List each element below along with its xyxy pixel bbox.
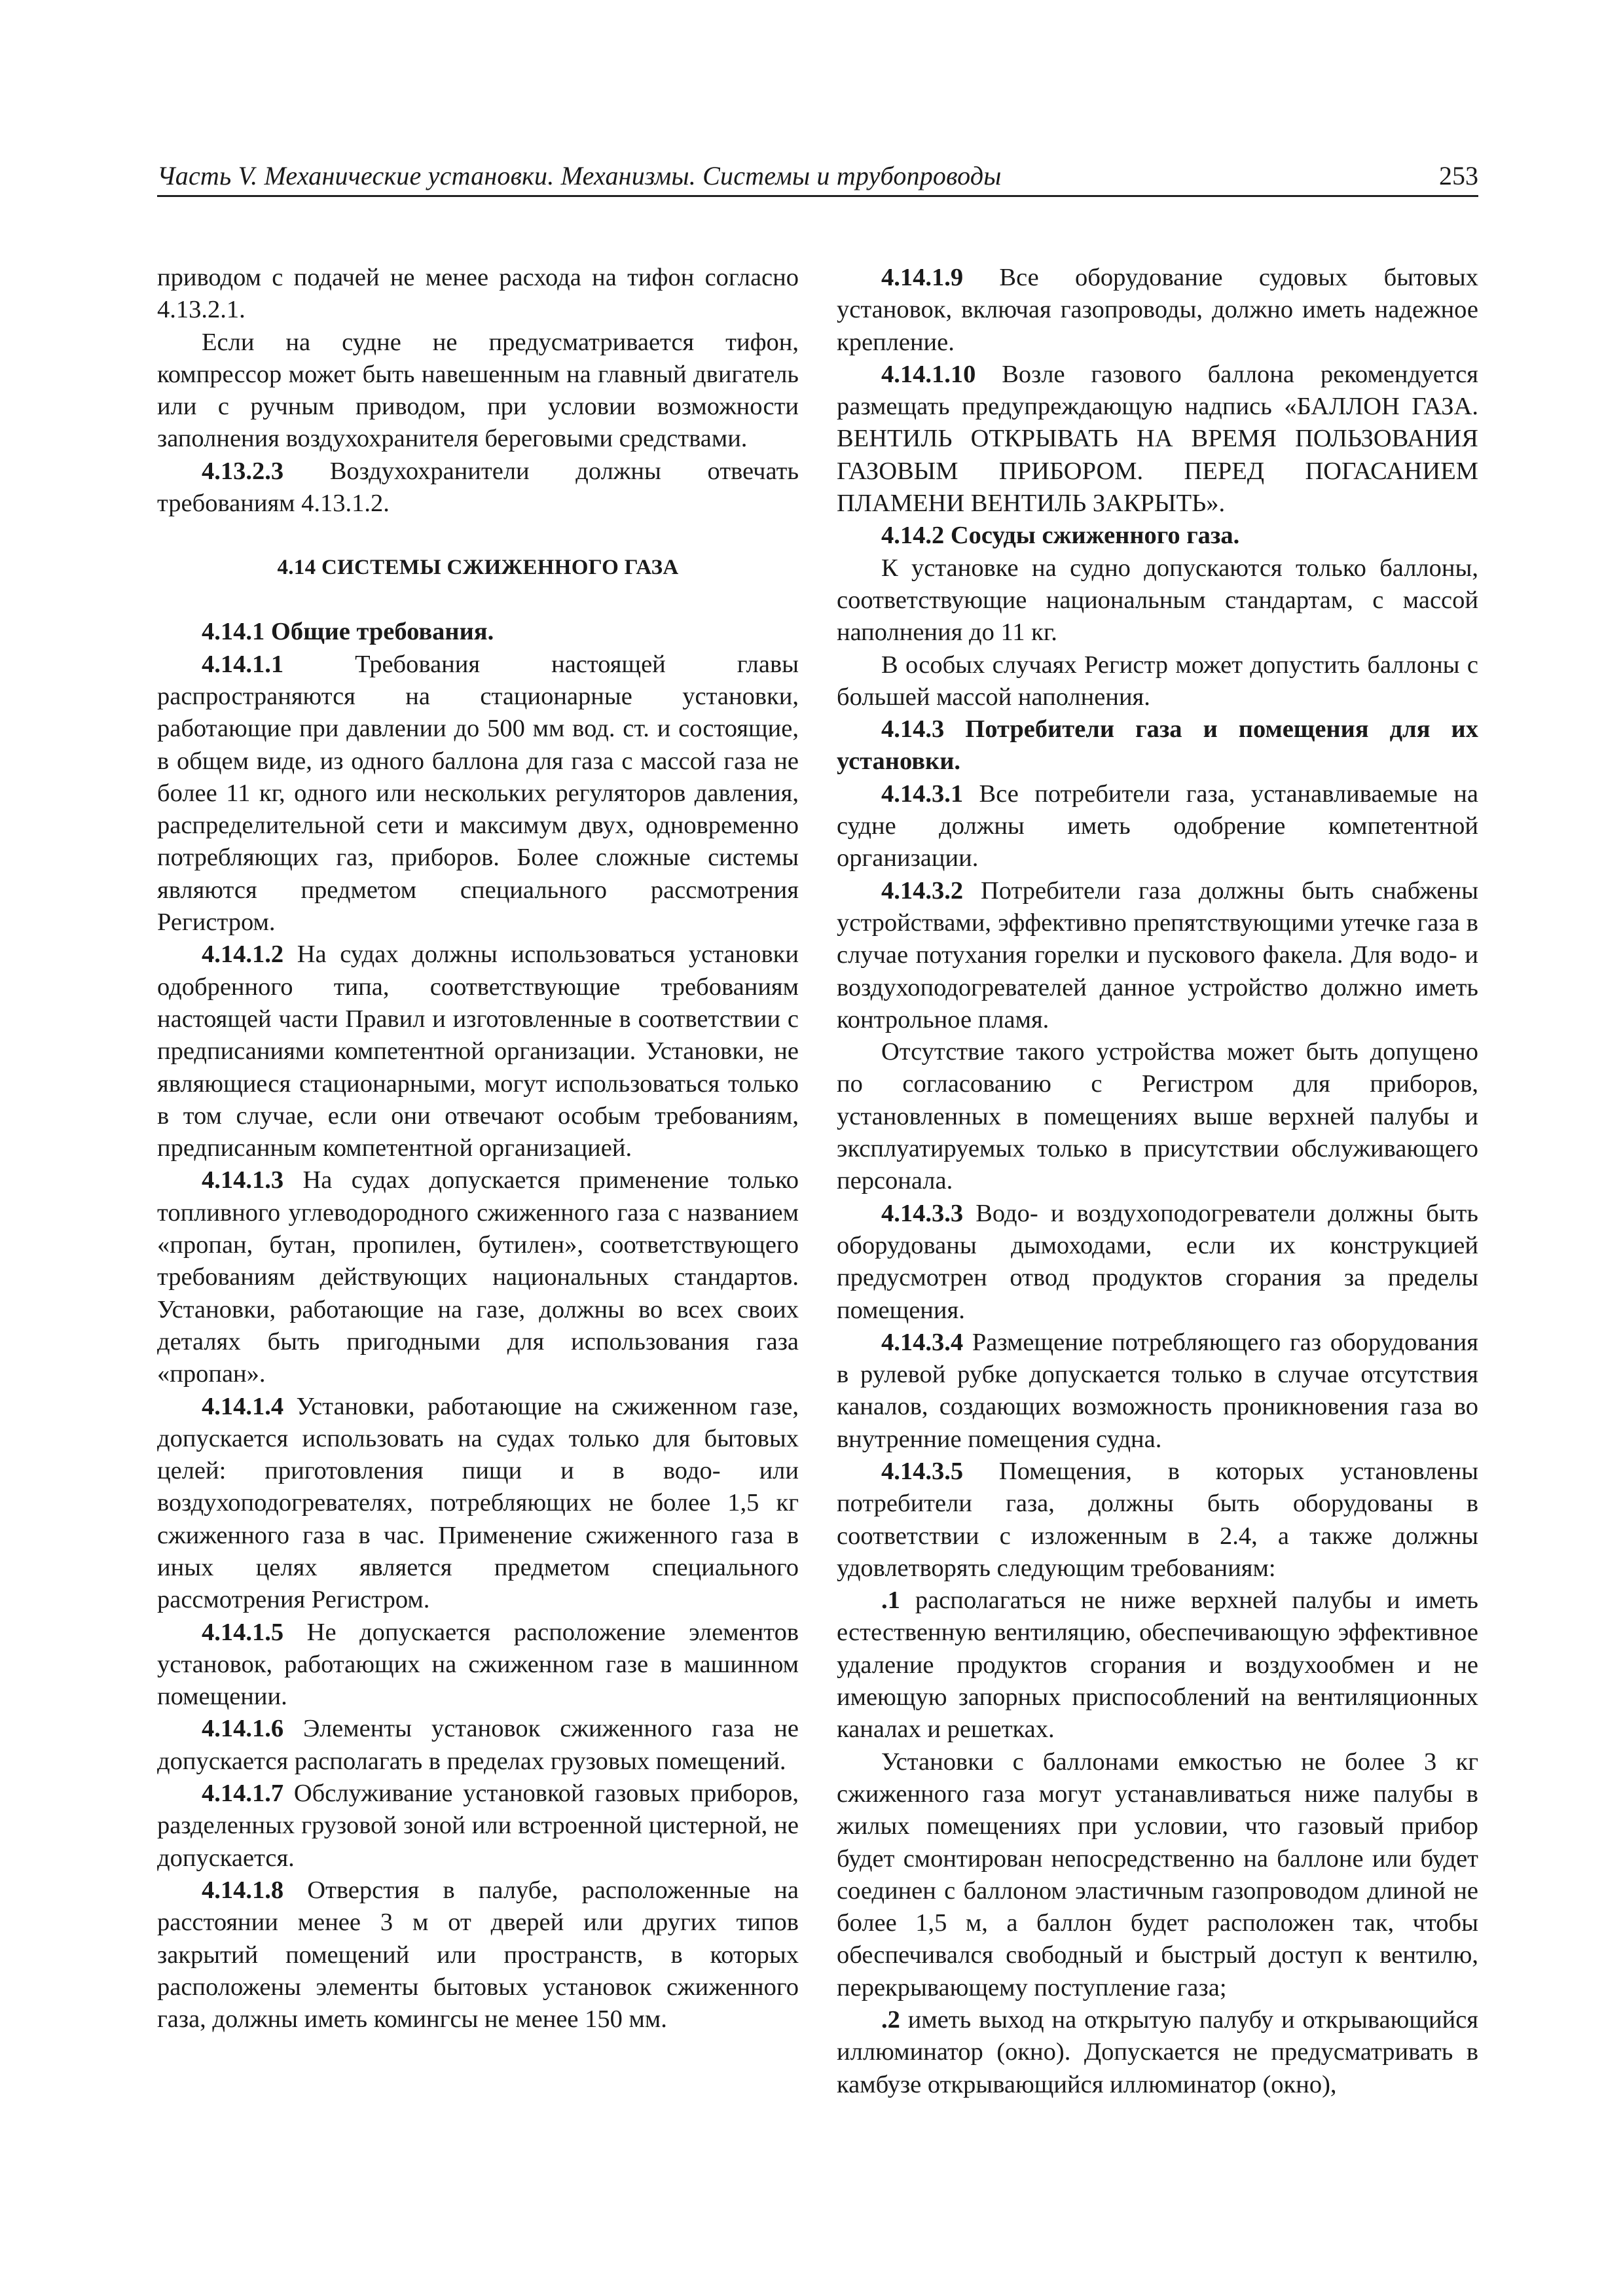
paragraph-4-14-1-10 [837, 359, 1478, 520]
clause-number: 4.14.1.2 [202, 941, 284, 969]
paragraph-4-14-1-7 [157, 1778, 799, 1874]
paragraph-4-14-3-2 [837, 875, 1478, 1036]
paragraph-4-14-3-3 [837, 1198, 1478, 1327]
clause-number: 4.14.3.1 [881, 780, 964, 808]
paragraph-4-14-3-4 [837, 1327, 1478, 1456]
paragraph-4-14-1-1 [157, 649, 799, 939]
paragraph-4-14-1-9 [837, 262, 1478, 359]
clause-text: Требования настоящей главы распространяются на стационарные установки, работающие при давлении до 500 мм вод. ст. и состоящие, в общем виде, из одного баллона для газа с массой газа не более 11 кг, одного или нескольких регуляторов давления, распределительной сети и максимум двух, одновременно потребляющих газ, приборов. Более сложные системы являются предметом специального рассмотрения Регистром. [157, 650, 799, 937]
paragraph: Если на судне не предусматривается тифон, компрессор может быть навешенным на главный двигатель или с ручным приводом, при условии возможности заполнения воздухохранителя береговыми средствами. [157, 328, 799, 453]
clause-number: 4.14.1.8 [202, 1876, 284, 1904]
clause-number: 4.14.1.7 [202, 1780, 284, 1808]
clause-text: Все оборудование судовых бытовых установок, включая газопроводы, должно иметь надежное крепление. [837, 264, 1478, 356]
paragraph-4-14-1-8 [157, 1874, 799, 2036]
paragraph: В особых случаях Регистр может допустить баллоны с большей массой наполнения. [837, 651, 1478, 711]
page-header [157, 156, 1478, 197]
subsection-heading: 4.14.2 Сосуды сжиженного газа. [881, 522, 1240, 550]
clause-number: 4.14.3.5 [881, 1457, 964, 1485]
clause-number: 4.14.3.2 [881, 876, 964, 905]
item-number: .1 [881, 1587, 900, 1615]
clause-number: 4.14.1.6 [202, 1715, 284, 1743]
paragraph: приводом с подачей не менее расхода на тифон согласно 4.13.2.1. [157, 264, 799, 324]
clause-number: 4.13.2.3 [202, 457, 284, 485]
item-text: располагаться не ниже верхней палубы и иметь естественную вентиляцию, обеспечивающую эффективное удаление продуктов сгорания и воздухообмен и не имеющую запорных приспособлений на вентиляционных каналах и решетках. [837, 1587, 1478, 1744]
clause-text: Не допускается расположение элементов установок, работающих на сжиженном газе в машинном помещении. [157, 1618, 799, 1711]
clause-number: 4.14.3.4 [881, 1328, 964, 1356]
page-number: 253 [1439, 161, 1478, 190]
paragraph: Установки с баллонами емкостью не более 3 кг сжиженного газа могут устанавливаться ниже палубы в жилых помещениях при условии, что газовый прибор будет смонтирован непосредственно на баллоне или будет соединен с баллоном эластичным газопроводом длиной не более 1,5 м, а баллон будет расположен так, чтобы обеспечивался свободный и быстрый доступ к вентилю, перекрывающему поступление газа; [837, 1748, 1478, 2001]
running-title: Часть V. Механические установки. Механизмы. Системы и трубопроводы [157, 161, 1002, 190]
clause-text: Элементы установок сжиженного газа не допускается располагать в пределах грузовых помещений. [157, 1715, 799, 1775]
paragraph-4-13-2-3 [157, 456, 799, 520]
clause-text: Воздухохранители должны отвечать требованиям 4.13.1.2. [157, 457, 799, 518]
list-item-2 [837, 2004, 1478, 2101]
paragraph-4-14-3-5 [837, 1456, 1478, 1585]
paragraph-4-14-1-3 [157, 1164, 799, 1390]
clause-text: Размещение потребляющего газ оборудования в рулевой рубке допускается только в случае отсутствия каналов, создающих возможность проникновения газа во внутренние помещения судна. [837, 1328, 1478, 1453]
clause-number: 4.14.1.4 [202, 1392, 284, 1420]
subsection-heading: 4.14.1 Общие требования. [202, 618, 494, 646]
clause-text: Все потребители газа, устанавливаемые на судне должны иметь одобрение компетентной организации. [837, 780, 1478, 872]
clause-number: 4.14.1.3 [202, 1166, 284, 1194]
clause-text: Отверстия в палубе, расположенные на расстоянии менее 3 м от дверей или других типов закрытий помещений или пространств, в которых расположены элементы бытовых установок сжиженного газа, должны иметь комингсы не менее 150 мм. [157, 1876, 799, 2034]
item-text: иметь выход на открытую палубу и открывающийся иллюминатор (окно). Допускается не предусматривать в камбузе открывающийся иллюминатор (окно), [837, 2006, 1478, 2098]
clause-text: На судах должны использоваться установки одобренного типа, соответствующие требованиям настоящей части Правил и изготовленные в соответствии с предписаниями компетентной организации. Установки, не являющиеся стационарными, могут использоваться только в том случае, если они отвечают особым требованиям, предписанным компетентной организацией. [157, 941, 799, 1162]
clause-text: Установки, работающие на сжиженном газе, допускается использовать на судах только для бытовых целей: приготовления пищи и в водо- или воздухоподогревателях, потребляющих не более 1,5 кг сжиженного газа в час. Применение сжиженного газа в иных целях является предметом специального рассмотрения Регистром. [157, 1392, 799, 1614]
right-column [837, 262, 1478, 2101]
section-heading: 4.14 СИСТЕМЫ СЖИЖЕННОГО ГАЗА [277, 556, 679, 580]
clause-number: 4.14.1.9 [881, 264, 964, 291]
clause-text: Возле газового баллона рекомендуется размещать предупреждающую надпись «БАЛЛОН ГАЗА. ВЕНТИЛЬ ОТКРЫВАТЬ НА ВРЕМЯ ПОЛЬЗОВАНИЯ ГАЗОВЫМ ПРИБОРОМ. ПЕРЕД ПОГАСАНИЕМ ПЛАМЕНИ ВЕНТИЛЬ ЗАКРЫТЬ». [837, 360, 1478, 518]
paragraph: К установке на судно допускаются только баллоны, соответствующие национальным стандартам, с массой наполнения до 11 кг. [837, 554, 1478, 647]
subsection-heading: 4.14.3 Потребители газа и помещения для их установки. [837, 715, 1478, 776]
clause-text: Водо- и воздухоподогреватели должны быть оборудованы дымоходами, если их конструкцией предусмотрен отвод продуктов сгорания за пределы помещения. [837, 1199, 1478, 1324]
paragraph-4-14-1-6 [157, 1713, 799, 1778]
paragraph: Отсутствие такого устройства может быть допущено по согласованию с Регистром для приборов, установленных в помещениях выше верхней палубы и эксплуатируемых только в присутствии обслуживающего персонала. [837, 1038, 1478, 1195]
paragraph-4-14-1-4 [157, 1391, 799, 1617]
clause-text: Помещения, в которых установлены потребители газа, должны быть оборудованы в соответствии с изложенным в 2.4, а также должны удовлетворять следующим требованиям: [837, 1457, 1478, 1582]
clause-text: На судах допускается применение только топливного углеводородного сжиженного газа с названием «пропан, бутан, пропилен, бутилен», соответствующего требованиям действующих национальных стандартов. Установки, работающие на газе, должны во всех своих деталях быть пригодными для использования газа «пропан». [157, 1166, 799, 1388]
paragraph-4-14-1-5 [157, 1617, 799, 1713]
item-number: .2 [881, 2006, 900, 2034]
list-item-1 [837, 1585, 1478, 1746]
clause-number: 4.14.1.10 [881, 360, 976, 388]
paragraph-4-14-3-1 [837, 778, 1478, 875]
clause-number: 4.14.1.5 [202, 1618, 284, 1646]
clause-text: Потребители газа должны быть снабжены устройствами, эффективно препятствующими утечке газа в случае потухания горелки и пускового факела. Для водо- и воздухоподогревателей данное устройство должно иметь контрольное пламя. [837, 876, 1478, 1033]
left-column [157, 262, 799, 2036]
paragraph-4-14-1-2 [157, 939, 799, 1164]
clause-text: Обслуживание установкой газовых приборов, разделенных грузовой зоной или встроенной цистерной, не допускается. [157, 1780, 799, 1872]
clause-number: 4.14.1.1 [202, 650, 284, 678]
clause-number: 4.14.3.3 [881, 1199, 964, 1227]
